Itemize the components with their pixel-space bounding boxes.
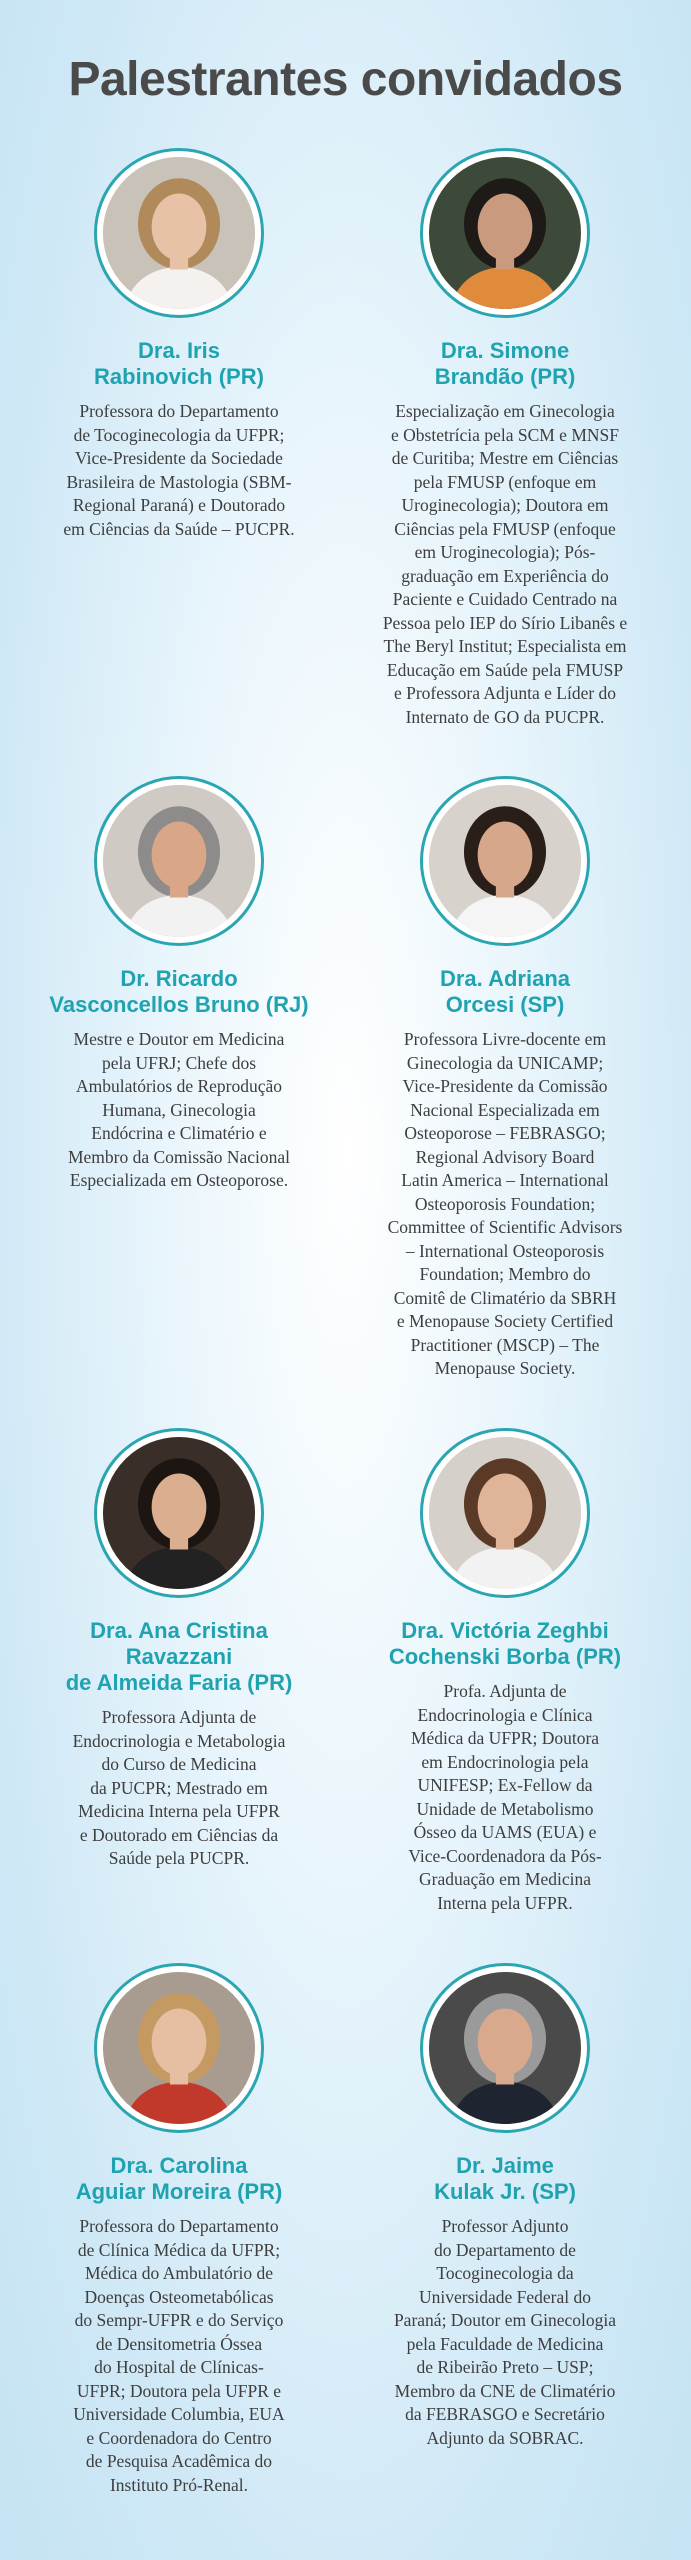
speaker-name-line: Dra. Iris [138,338,220,363]
speaker-card [360,148,650,729]
speaker-bio-line: pela Faculdade de Medicina [406,2333,604,2354]
speaker-photo [420,148,590,318]
speaker-name [360,338,650,390]
speaker-name [360,1618,650,1670]
speaker-bio-line: de Clínica Médica da UFPR; [77,2239,281,2260]
speaker-bio-line: Brasileira de Mastologia (SBM- [66,471,292,492]
speaker-photo [420,1963,590,2133]
speaker-bio-line: Internato de GO da PUCPR. [405,706,605,727]
speaker-bio-line: Osteoporose – FEBRASGO; [404,1123,606,1143]
speaker-bio-line: graduação em Experiência do [401,565,609,586]
speaker-bio-line: Profa. Adjunta de [443,1681,567,1701]
speaker-name-line: Aguiar Moreira (PR) [75,2179,283,2204]
speaker-bio-line: Comitê de Climatério da SBRH [393,1287,617,1308]
speaker-bio-line: Membro da CNE de Climatério [394,2380,616,2401]
speaker-card [34,1963,324,2497]
speaker-bio-line: Committee of Scientific Advisors [387,1217,623,1237]
speaker-bio-line: Saúde pela PUCPR. [108,1848,250,1868]
speaker-bio-line: Pessoa pelo IEP do Sírio Libanês e [382,612,628,633]
speaker-name-line: Kulak Jr. (SP) [434,2179,576,2204]
speaker-bio-line: Professora do Departamento [79,401,279,421]
speaker-bio-line: do Sempr-UFPR e do Serviço [74,2310,284,2330]
speaker-bio-line: Vice-Presidente da Comissão [402,1076,608,1096]
speaker-bio-line: Educação em Saúde pela FMUSP [386,659,624,680]
speaker-bio-line: Ciências pela FMUSP (enfoque [394,518,616,539]
speaker-bio-line: de Ribeirão Preto – USP; [416,2357,594,2377]
speaker-bio [34,2215,324,2497]
speaker-card [360,1963,650,2450]
speaker-name-line: de Almeida Faria (PR) [65,1670,293,1695]
speaker-photo [94,148,264,318]
speaker-bio-line: de Curitiba; Mestre em Ciências [391,448,619,468]
speaker-bio-line: da FEBRASGO e Secretário [405,2404,605,2424]
speaker-name-line: Dra. Victória Zeghbi [401,1618,609,1643]
speaker-bio-line: Unidade de Metabolismo [416,1798,594,1819]
speaker-card [360,776,650,1381]
speaker-bio-line: Mestre e Doutor em Medicina [73,1029,285,1049]
speaker-bio-line: Ósseo da UAMS (EUA) e [413,1822,597,1842]
speaker-bio-line: Ambulatórios de Reprodução [75,1076,283,1096]
speaker-bio-line: Tocoginecologia da [436,2263,574,2283]
speaker-bio-line: do Departamento de [434,2239,576,2260]
speaker-bio-line: Uroginecologia); Doutora em [401,495,609,515]
speaker-name-line: Vasconcellos Bruno (RJ) [49,992,309,1017]
speaker-bio-line: Nacional Especializada em [410,1099,600,1120]
portrait-icon [429,1972,581,2124]
speaker-bio [34,1706,324,1871]
speaker-bio-line: Doenças Osteometabólicas [84,2286,274,2307]
speaker-bio-line: Professora do Departamento [79,2216,279,2236]
speaker-bio-line: Regional Paraná) e Doutorado [72,495,286,515]
speaker-bio-line: Paciente e Cuidado Centrado na [392,589,618,609]
speaker-name-line: Orcesi (SP) [445,992,565,1017]
speaker-bio [360,1028,650,1381]
speaker-bio-line: – International Osteoporosis [405,1240,605,1261]
speaker-bio-line: de Densitometria Óssea [95,2333,263,2354]
speaker-name-line: Dra. Ana Cristina Ravazzani [90,1618,268,1669]
speaker-name-line: Dra. Adriana [439,966,570,991]
speaker-name [360,966,650,1018]
speaker-card [34,148,324,541]
speaker-bio-line: Latin America – International [401,1170,609,1190]
speaker-bio-line: UFPR; Doutora pela UFPR e [76,2380,282,2401]
speaker-bio-line: do Curso de Medicina [101,1754,257,1774]
speaker-bio-line: e Coordenadora do Centro [86,2427,272,2448]
speaker-bio-line: pela FMUSP (enfoque em [413,471,597,492]
speaker-bio-line: Graduação em Medicina [418,1869,591,1889]
speaker-name-line: Dr. Jaime [456,2153,554,2178]
portrait-icon [429,785,581,937]
speaker-name-line: Brandão (PR) [434,364,576,389]
speaker-name-line: Dra. Carolina [110,2153,248,2178]
speaker-name [34,2153,324,2205]
speaker-name-line: Dra. Simone [440,338,570,363]
speaker-bio-line: Professora Adjunta de [101,1707,257,1727]
speaker-bio-line: e Menopause Society Certified [396,1311,614,1331]
speaker-bio-line: Professora Livre-docente em [403,1029,607,1049]
speaker-bio-line: Foundation; Membro do [419,1264,591,1284]
page-title: Palestrantes convidados [68,53,623,106]
speaker-photo [94,1428,264,1598]
speaker-bio-line: Endócrina e Climatério e [91,1123,267,1143]
speaker-name-line: Rabinovich (PR) [94,364,264,389]
speaker-name [360,2153,650,2205]
portrait-icon [103,1437,255,1589]
speaker-bio-line: Membro da Comissão Nacional [67,1146,291,1167]
speaker-bio-line: Interna pela UFPR. [437,1892,573,1913]
speaker-bio-line: pela UFRJ; Chefe dos [101,1052,257,1073]
speaker-photo [94,776,264,946]
speaker-bio-line: em Uroginecologia); Pós- [414,542,596,562]
speaker-name-line: Cochenski Borba (PR) [388,1644,622,1669]
speaker-bio-line: Osteoporosis Foundation; [414,1193,596,1214]
speaker-bio-line: Universidade Columbia, EUA [73,2404,285,2424]
speaker-bio-line: The Beryl Institut; Especialista em [383,636,627,656]
speaker-bio-line: e Professora Adjunta e Líder do [393,683,617,703]
speaker-bio-line: e Obstetrícia pela SCM e MNSF [391,424,619,445]
speaker-bio-line: da PUCPR; Mestrado em [90,1777,268,1798]
speaker-bio-line: e Doutorado em Ciências da [79,1824,279,1845]
speaker-bio-line: Regional Advisory Board [415,1146,595,1167]
portrait-icon [103,785,255,937]
speaker-bio-line: Humana, Ginecologia [102,1099,256,1120]
speaker-bio-line: Medicina Interna pela UFPR [78,1801,280,1821]
speaker-name-line: Dr. Ricardo [120,966,238,991]
speaker-bio-line: de Pesquisa Acadêmica do [85,2451,273,2471]
speaker-bio-line: Practitioner (MSCP) – The [410,1334,600,1355]
speaker-card [360,1428,650,1915]
speaker-card [34,1428,324,1871]
speaker-name [34,338,324,390]
portrait-icon [103,1972,255,2124]
speaker-bio-line: do Hospital de Clínicas- [94,2357,264,2377]
speaker-bio-line: em Endocrinologia pela [421,1751,589,1772]
portrait-icon [429,1437,581,1589]
speaker-bio-line: Professor Adjunto [441,2216,569,2236]
speaker-bio-line: Paraná; Doutor em Ginecologia [393,2310,617,2330]
portrait-icon [429,157,581,309]
speaker-bio [360,400,650,729]
speaker-bio-line: Especialização em Ginecologia [395,401,615,421]
speaker-bio [360,1680,650,1915]
speaker-bio-line: Menopause Society. [434,1358,576,1378]
speaker-bio-line: Especializada em Osteoporose. [69,1170,289,1190]
speaker-bio [360,2215,650,2450]
speaker-bio-line: em Ciências da Saúde – PUCPR. [63,518,295,539]
speaker-name [34,966,324,1018]
speaker-bio-line: Ginecologia da UNICAMP; [406,1052,604,1073]
speaker-bio-line: Endocrinologia e Clínica [417,1704,593,1725]
speaker-name [34,1618,324,1696]
speaker-bio-line: Endocrinologia e Metabologia [72,1730,286,1751]
speaker-bio-line: Médica da UFPR; Doutora [410,1728,600,1748]
speaker-photo [420,776,590,946]
speaker-bio [34,1028,324,1193]
speaker-bio-line: Médica do Ambulatório de [84,2263,274,2283]
speaker-bio [34,400,324,541]
portrait-icon [103,157,255,309]
speaker-bio-line: de Tocoginecologia da UFPR; [73,424,285,445]
speaker-photo [94,1963,264,2133]
speaker-bio-line: Vice-Presidente da Sociedade [75,448,283,468]
speaker-bio-line: Vice-Coordenadora da Pós- [408,1845,602,1866]
speaker-bio-line: Adjunto da SOBRAC. [426,2427,584,2448]
speaker-bio-line: UNIFESP; Ex-Fellow da [417,1775,593,1795]
speaker-bio-line: Universidade Federal do [418,2286,592,2307]
speaker-photo [420,1428,590,1598]
speaker-card [34,776,324,1193]
speaker-bio-line: Instituto Pró-Renal. [109,2474,249,2495]
